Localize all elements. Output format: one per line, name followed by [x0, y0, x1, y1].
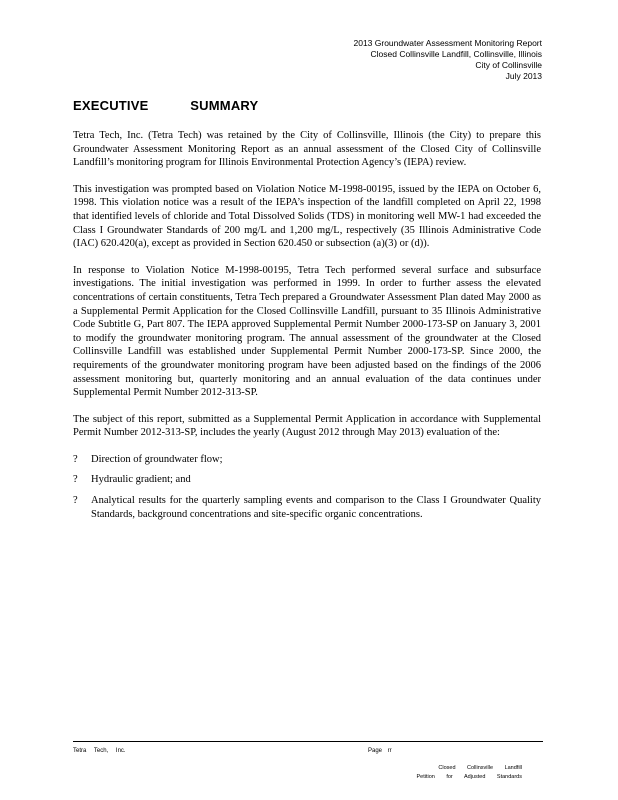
footer-petition-block: [416, 764, 522, 782]
footer-divider: [73, 741, 543, 742]
report-header: [353, 38, 542, 82]
bullet-marker: ?: [73, 453, 78, 465]
header-client: City of Collinsville: [475, 60, 542, 70]
list-item-text: Hydraulic gradient; and: [91, 474, 191, 486]
evaluation-list: [73, 453, 541, 521]
bullet-marker: ?: [73, 474, 78, 486]
header-report-title: 2013 Groundwater Assessment Monitoring Report: [353, 38, 542, 48]
paragraph-violation: This investigation was prompted based on Violation Notice M-1998-00195, issued by the IEPA on October 6, 1998. This violation notice was a result of the IEPA’s inspection of the landfill completed on April 22, 1998 that identified levels of chloride and Total Dissolved Solids (TDS) in monitoring well MW-1 had exceeded the Class I Groundwater Standards of 200 mg/L and 1,200 mg/L, respectively (35 Illinois Administrative Code (IAC) 620.420(a), except as provided in Section 620.450 or subsection (a)(3) or (d)).: [73, 183, 541, 250]
list-item: [73, 494, 541, 521]
list-item: [73, 473, 541, 487]
paragraph-intro: Tetra Tech, Inc. (Tetra Tech) was retained by the City of Collinsville, Illinois (the City) to prepare this Groundwater Assessment Monitoring Report as an annual assessment of the Closed City of Collinsville Landfill’s monitoring program for Illinois Environmental Protection Agency’s (IEPA) review.: [73, 130, 541, 169]
header-date: July 2013: [505, 71, 542, 81]
list-item-text: Analytical results for the quarterly sampling events and comparison to the Class I Groundwater Quality Standards, background concentrations and site-specific organic concentrations.: [91, 495, 541, 520]
footer-company: Tetra Tech, Inc.: [73, 748, 126, 754]
section-title: EXECUTIVE SUMMARY: [73, 98, 259, 113]
footer-petition-line: Petition for Adjusted Standards: [416, 774, 522, 780]
header-site-name: Closed Collinsville Landfill, Collinsville, Illinois: [370, 49, 542, 59]
bullet-marker: ?: [73, 495, 78, 507]
list-item: [73, 453, 541, 467]
list-item-text: Direction of groundwater flow;: [91, 453, 223, 465]
document-body: [73, 129, 541, 528]
paragraph-response: In response to Violation Notice M-1998-00195, Tetra Tech performed several surface and subsurface investigations. The initial investigation was performed in 1999. In order to further assess the elevated concentrations of certain constituents, Tetra Tech prepared a Groundwater Assessment Plan dated May 2000 as a Supplemental Permit Application for the Closed Collinsville Landfill, pursuant to 35 Illinois Administrative Code Subtitle G, Part 807. The IEPA approved Supplemental Permit Number 2000-173-SP on January 3, 2001 to modify the groundwater monitoring program. The annual assessment of the groundwater at the Closed Collinsville Landfill was established under Supplemental Permit Number 2000-173-SP. Since 2000, the requirements of the groundwater monitoring program have been adjusted based on the findings of the 2006 assessment monitoring but, quarterly monitoring and an annual evaluation of the data continues under Supplemental Permit Number 2012-313-SP.: [73, 264, 541, 399]
footer-site-line: Closed Collinsville Landfill: [438, 765, 522, 771]
footer-page-number: Page rr: [368, 748, 392, 754]
paragraph-subject: The subject of this report, submitted as a Supplemental Permit Application in accordance with Supplemental Permit Number 2012-313-SP, includes the yearly (August 2012 through May 2013) evaluation of the:: [73, 413, 541, 439]
